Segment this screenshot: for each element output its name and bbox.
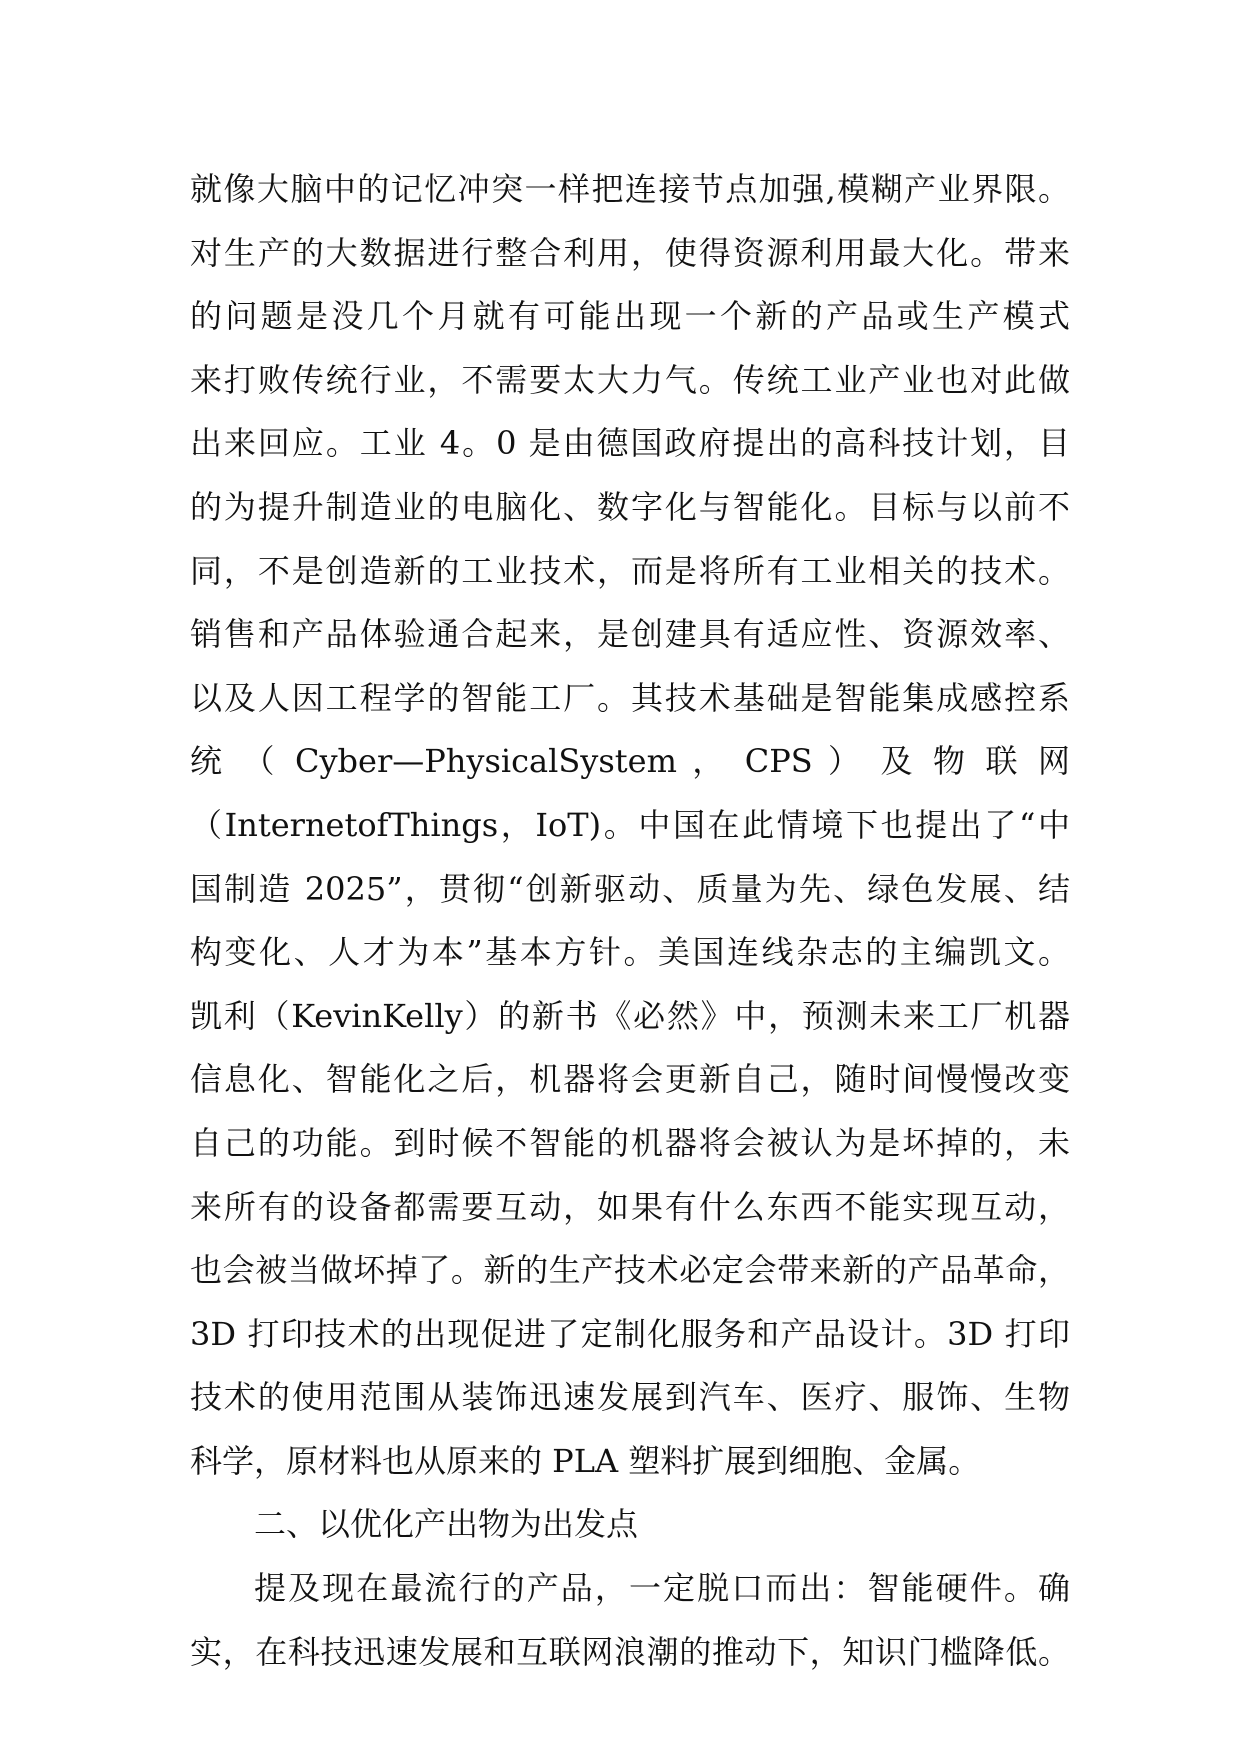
text-line: 销售和产品体验通合起来，是创建具有适应性、资源效率、 [190,615,1070,654]
text-line: 统 （ Cyber—PhysicalSystem ， CPS ） 及 物 联 网 [190,742,1070,781]
text-line: 同，不是创造新的工业技术，而是将所有工业相关的技术。 [190,551,1070,590]
body-text [190,158,1070,1684]
text-line: 构变化、人才为本”基本方针。美国连线杂志的主编凯文。 [190,933,1070,972]
text-line: 提及现在最流行的产品，一定脱口而出：智能硬件。确 [254,1569,1070,1608]
text-line: 出来回应。工业 4。0 是由德国政府提出的高科技计划，目 [190,424,1070,463]
text-line: 来打败传统行业，不需要太大力气。传统工业产业也对此做 [190,360,1070,399]
text-line: 的为提升制造业的电脑化、数字化与智能化。目标与以前不 [190,487,1070,526]
text-line: 信息化、智能化之后，机器将会更新自己，随时间慢慢改变 [190,1060,1070,1099]
section-heading: 二、以优化产出物为出发点 [254,1505,639,1544]
text-line: 实，在科技迅速发展和互联网浪潮的推动下，知识门槛降低。 [190,1632,1070,1671]
text-line: 自己的功能。到时候不智能的机器将会被认为是坏掉的，未 [190,1123,1070,1162]
text-line: 技术的使用范围从装饰迅速发展到汽车、医疗、服饰、生物 [190,1378,1070,1417]
text-line: 3D 打印技术的出现促进了定制化服务和产品设计。3D 打印 [190,1314,1070,1353]
text-line: 科学，原材料也从原来的 PLA 塑料扩展到细胞、金属。 [190,1441,981,1480]
text-line: 国制造 2025”，贯彻“创新驱动、质量为先、绿色发展、结 [190,869,1070,908]
text-line: 对生产的大数据进行整合利用，使得资源利用最大化。带来 [190,233,1070,272]
text-line: 凯利（KevinKelly）的新书《必然》中，预测未来工厂机器 [190,996,1070,1035]
text-line: 来所有的设备都需要互动，如果有什么东西不能实现互动， [190,1187,1070,1226]
text-line: 就像大脑中的记忆冲突一样把连接节点加强,模糊产业界限。 [190,170,1070,208]
text-line: （InternetofThings，IoT)。中国在此情境下也提出了“中 [190,805,1070,844]
text-line: 以及人因工程学的智能工厂。其技术基础是智能集成感控系 [190,678,1070,717]
text-line: 也会被当做坏掉了。新的生产技术必定会带来新的产品革命， [190,1251,1070,1290]
text-line: 的问题是没几个月就有可能出现一个新的产品或生产模式 [190,297,1070,336]
